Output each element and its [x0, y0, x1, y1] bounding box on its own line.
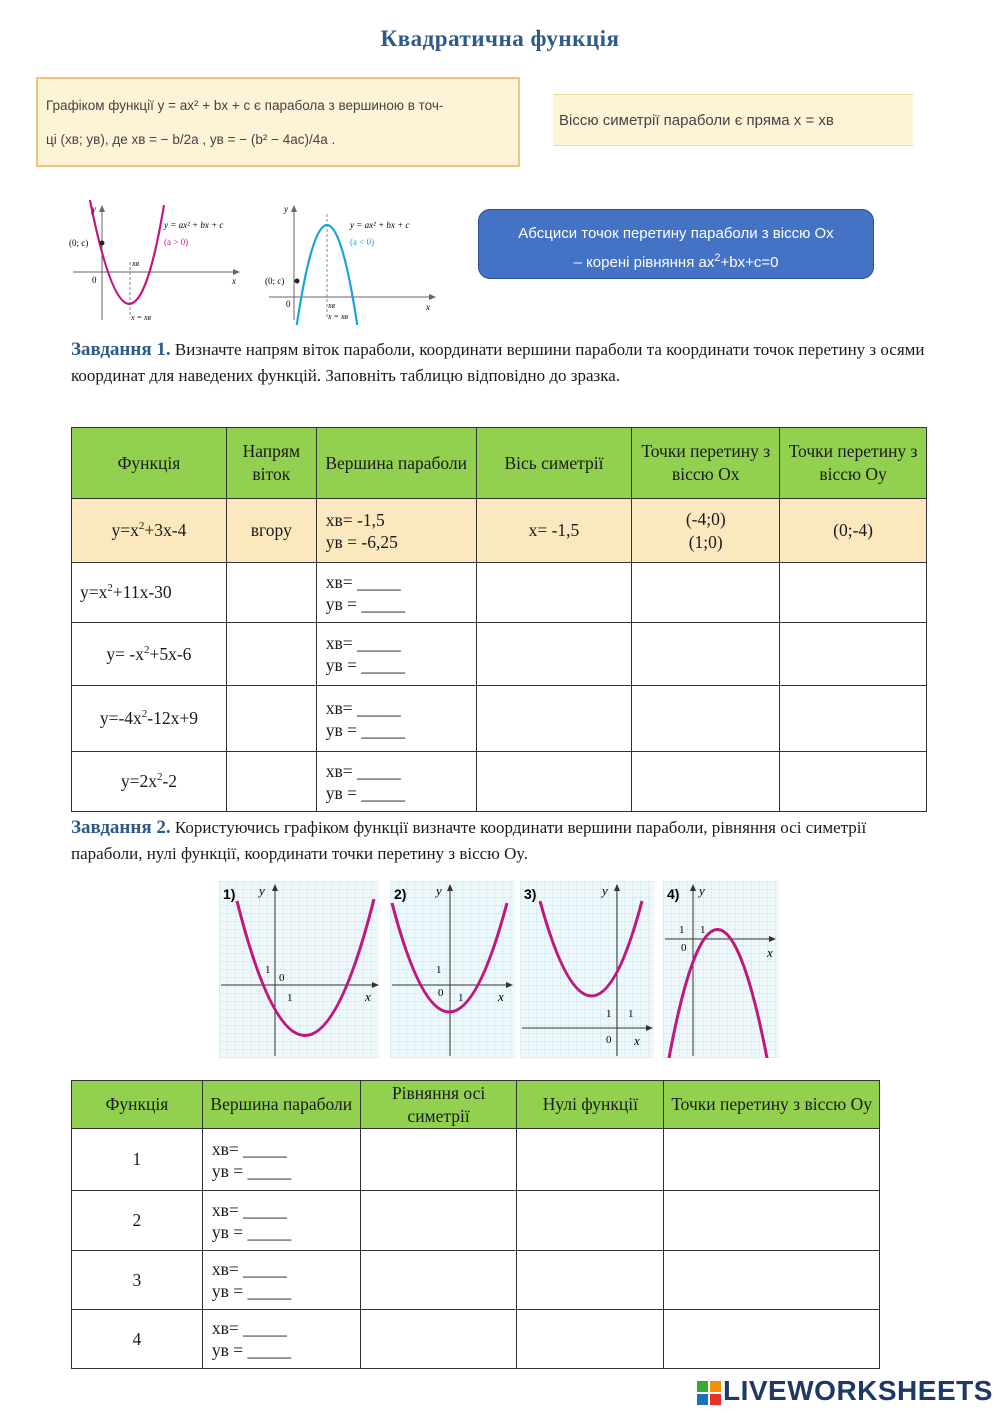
symmetry-info-box: Віссю симетрії параболи є пряма x = xв: [553, 94, 913, 146]
direction-input[interactable]: [226, 563, 316, 623]
function-cell: $y=2x^2-2$: [72, 752, 227, 812]
vertex-input[interactable]: xв= _____ yв = _____: [316, 623, 476, 686]
axis-input[interactable]: [360, 1129, 517, 1191]
table-row: [72, 752, 927, 812]
zeros-input[interactable]: [517, 1310, 664, 1369]
sample-direction: вгору: [226, 499, 316, 563]
svg-text:0: 0: [606, 1034, 612, 1046]
table-row: [72, 563, 927, 623]
vertex-input[interactable]: xв= _____ yв = _____: [316, 563, 476, 623]
sample-function: $y=x^2+3x-4$: [72, 499, 227, 563]
svg-text:1): 1): [223, 886, 236, 902]
task2-graphs: [219, 881, 779, 1058]
direction-input[interactable]: [226, 686, 316, 752]
graph-number: 3: [72, 1251, 203, 1310]
sample-row: [72, 499, 927, 563]
axis-input[interactable]: [476, 563, 632, 623]
ox-input[interactable]: [632, 623, 780, 686]
task1-header-ox: Точки перетину з віссю Ox: [632, 428, 780, 499]
svg-text:1: 1: [606, 1008, 612, 1020]
svg-text:x: x: [767, 945, 773, 960]
svg-text:1: 1: [628, 1008, 634, 1020]
vertex-info-line2: ці (xв; yв), де xв = − b/2a , yв = − (b² − 4ac)/4a .: [46, 132, 336, 147]
oy-input[interactable]: [780, 752, 927, 812]
table-row: [72, 1310, 880, 1369]
svg-text:y: y: [699, 883, 705, 898]
graph-number: 2: [72, 1191, 203, 1251]
function-cell: $y=x^2+11x-30$: [72, 563, 227, 623]
graph-4: [663, 881, 779, 1058]
task1-header-function: Функція: [72, 428, 227, 499]
vertex-input[interactable]: xв= _____ yв = _____: [202, 1129, 360, 1191]
graph-1: [219, 881, 379, 1058]
svg-text:1: 1: [458, 992, 464, 1004]
logo-text: LIVEWORKSHEETS: [723, 1375, 993, 1406]
direction-input[interactable]: [226, 623, 316, 686]
svg-text:4): 4): [667, 886, 680, 902]
function-cell: $y= -x^2+5x-6$: [72, 623, 227, 686]
roots-info-line2: – корені рівняння $ax^2+bx+c=0$: [573, 252, 779, 271]
oy-input[interactable]: [664, 1251, 880, 1310]
point-label: (0; c): [265, 276, 285, 286]
x-axis-label: x: [232, 276, 236, 286]
vertex-input[interactable]: xв= _____ yв = _____: [202, 1310, 360, 1369]
table-row: [72, 1191, 880, 1251]
vertex-input[interactable]: xв= _____ yв = _____: [316, 752, 476, 812]
condition-label: (a > 0): [164, 237, 189, 247]
function-cell: $y=-4x^2-12x+9$: [72, 686, 227, 752]
x-axis-label: x: [426, 302, 430, 312]
axis-input[interactable]: [476, 623, 632, 686]
point-label: (0; c): [69, 238, 89, 248]
formula-label: y = ax² + bx + c: [350, 220, 410, 230]
svg-text:0: 0: [438, 987, 444, 999]
axis-label: x = xв: [131, 313, 151, 322]
y-axis-label: y: [92, 204, 96, 214]
svg-text:1: 1: [436, 964, 442, 976]
task1-header-direction: Напрям віток: [226, 428, 316, 499]
task2-header-oy: Точки перетину з віссю Oy: [664, 1081, 880, 1129]
graph-2: [390, 881, 515, 1058]
logo-grid-icon: [697, 1381, 721, 1405]
ox-input[interactable]: [632, 686, 780, 752]
table-row: [72, 623, 927, 686]
svg-text:1: 1: [700, 924, 706, 936]
xv-label: xв: [132, 259, 140, 268]
vertex-input[interactable]: xв= _____ yв = _____: [202, 1191, 360, 1251]
axis-input[interactable]: [476, 752, 632, 812]
svg-text:3): 3): [524, 886, 537, 902]
xv-label: xв: [328, 301, 336, 310]
axis-input[interactable]: [476, 686, 632, 752]
svg-text:1: 1: [679, 924, 685, 936]
vertex-input[interactable]: xв= _____ yв = _____: [316, 686, 476, 752]
task1-table: [71, 427, 927, 812]
table-row: [72, 1129, 880, 1191]
task1-header-oy: Точки перетину з віссю Oy: [780, 428, 927, 499]
svg-text:y: y: [436, 883, 442, 898]
task2-label: Завдання 2.: [71, 817, 171, 838]
task2-header-axis: Рівняння осі симетрії: [360, 1081, 517, 1129]
sample-ox: (-4;0) (1;0): [632, 499, 780, 563]
svg-text:0: 0: [681, 942, 687, 954]
oy-input[interactable]: [664, 1191, 880, 1251]
vertex-info-box: [36, 77, 520, 167]
axis-input[interactable]: [360, 1191, 517, 1251]
oy-input[interactable]: [780, 623, 927, 686]
svg-text:2): 2): [394, 886, 407, 902]
svg-text:0: 0: [279, 972, 285, 984]
y-axis-label: y: [284, 204, 288, 214]
parabola-up-curve: [88, 200, 164, 304]
sample-axis: x= -1,5: [476, 499, 632, 563]
zeros-input[interactable]: [517, 1251, 664, 1310]
task1-header-axis: Вісь симетрії: [476, 428, 632, 499]
ox-input[interactable]: [632, 752, 780, 812]
graph-number: 4: [72, 1310, 203, 1369]
zeros-input[interactable]: [517, 1129, 664, 1191]
oy-input[interactable]: [664, 1129, 880, 1191]
task2-header-function: Функція: [72, 1081, 203, 1129]
task1-label: Завдання 1.: [71, 339, 171, 360]
liveworksheets-logo: [697, 1375, 993, 1409]
svg-text:1: 1: [287, 992, 293, 1004]
task2-header-zeros: Нулі функції: [517, 1081, 664, 1129]
table-row: [72, 686, 927, 752]
task1-header-vertex: Вершина параболи: [316, 428, 476, 499]
axis-label: x = xв: [328, 312, 348, 321]
vertex-info-line1: Графіком функції y = ax² + bx + c є парабола з вершиною в точ-: [46, 98, 444, 113]
origin-label: 0: [92, 275, 97, 285]
task1-text: Визначте напрям віток параболи, координати вершини параболи та координати точок перетину з осями координат для наведених функцій. Заповніть таблицю відповідно до зразка.: [71, 340, 925, 385]
page-title: Квадратична функція: [380, 26, 620, 51]
task2-text: Користуючись графіком функції визначте координати вершини параболи, рівняння осі симетрії параболи, нулі функції, координати точки перетину з віссю Oy.: [71, 818, 867, 863]
parabola-down-graph: [264, 200, 444, 325]
axis-input[interactable]: [360, 1251, 517, 1310]
ox-input[interactable]: [632, 563, 780, 623]
parabola-up-graph: [68, 200, 248, 325]
direction-input[interactable]: [226, 752, 316, 812]
oy-input[interactable]: [664, 1310, 880, 1369]
task2-table: [71, 1080, 880, 1369]
task2-header-vertex: Вершина параболи: [202, 1081, 360, 1129]
origin-label: 0: [286, 299, 291, 309]
svg-text:1: 1: [265, 964, 271, 976]
svg-text:x: x: [634, 1033, 640, 1048]
task2-instructions: [71, 815, 931, 867]
svg-text:y: y: [602, 883, 608, 898]
roots-info-box: [478, 209, 874, 279]
vertex-input[interactable]: xв= _____ yв = _____: [202, 1251, 360, 1310]
table-row: [72, 1251, 880, 1310]
svg-text:x: x: [365, 989, 371, 1004]
task1-instructions: [71, 337, 931, 389]
formula-label: y = ax² + bx + c: [164, 220, 224, 230]
oy-input[interactable]: [780, 563, 927, 623]
axis-input[interactable]: [360, 1310, 517, 1369]
sample-oy: (0;-4): [780, 499, 927, 563]
oy-input[interactable]: [780, 686, 927, 752]
sample-vertex: xв= -1,5 yв = -6,25: [316, 499, 476, 563]
zeros-input[interactable]: [517, 1191, 664, 1251]
graph-number: 1: [72, 1129, 203, 1191]
roots-info-line1: Абсциси точок перетину параболи з віссю Ox: [518, 225, 834, 242]
condition-label: (a < 0): [350, 237, 375, 247]
svg-text:x: x: [498, 989, 504, 1004]
graph-3: [520, 881, 654, 1058]
svg-text:y: y: [259, 883, 265, 898]
